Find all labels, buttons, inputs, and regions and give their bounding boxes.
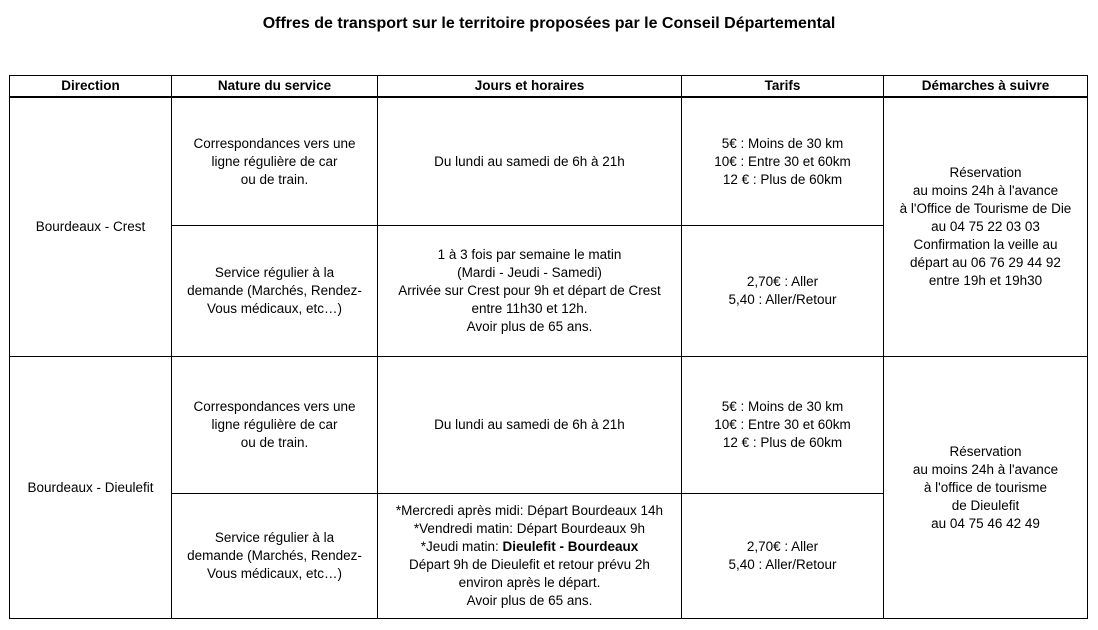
page-title: Offres de transport sur le territoire proposées par le Conseil Départemental — [262, 15, 836, 32]
table-row — [10, 97, 1088, 226]
header-direction: Direction — [10, 76, 172, 98]
jours-cell: Du lundi au samedi de 6h à 21h — [378, 357, 682, 494]
demarches-cell: Réservation au moins 24h à l'avance à l'Office de Tourisme de Die au 04 75 22 03 03 Confirmation la veille au départ au 06 76 29 44 92 entre 19h et 19h30 — [884, 97, 1088, 357]
nature-cell: Service régulier à la demande (Marchés, Rendez- Vous médicaux, etc…) — [172, 226, 378, 357]
table-header-row — [10, 76, 1088, 98]
header-jours: Jours et horaires — [378, 76, 682, 98]
demarches-cell: Réservation au moins 24h à l'avance à l'office de tourisme de Dieulefit au 04 75 46 42 49 — [884, 357, 1088, 619]
nature-cell: Service régulier à la demande (Marchés, Rendez- Vous médicaux, etc…) — [172, 494, 378, 619]
jours-cell: Du lundi au samedi de 6h à 21h — [378, 97, 682, 226]
jours-bold-line: *Jeudi matin: Dieulefit - Bourdeaux — [420, 539, 639, 554]
tarifs-cell: 2,70€ : Aller 5,40 : Aller/Retour — [682, 226, 884, 357]
tarifs-cell: 5€ : Moins de 30 km 10€ : Entre 30 et 60km 12 € : Plus de 60km — [682, 357, 884, 494]
direction-cell: Bourdeaux - Dieulefit — [10, 357, 172, 619]
header-demarches: Démarches à suivre — [884, 76, 1088, 98]
tarifs-cell: 5€ : Moins de 30 km 10€ : Entre 30 et 60km 12 € : Plus de 60km — [682, 97, 884, 226]
direction-cell: Bourdeaux - Crest — [10, 97, 172, 357]
transport-table — [9, 75, 1088, 619]
tarifs-cell: 2,70€ : Aller 5,40 : Aller/Retour — [682, 494, 884, 619]
nature-cell: Correspondances vers une ligne régulière de car ou de train. — [172, 97, 378, 226]
jours-cell: 1 à 3 fois par semaine le matin (Mardi - Jeudi - Samedi) Arrivée sur Crest pour 9h et départ de Crest entre 11h30 et 12h. Avoir plus de 65 ans. — [378, 226, 682, 357]
jours-cell: *Mercredi après midi: Départ Bourdeaux 14h *Vendredi matin: Départ Bourdeaux 9h *Jeudi matin: Dieulefit - Bourdeaux Départ 9h de Dieulefit et retour prévu 2h environ après le départ. Avoir plus de 65 ans. — [378, 494, 682, 619]
table-row — [10, 357, 1088, 494]
nature-cell: Correspondances vers une ligne régulière de car ou de train. — [172, 357, 378, 494]
header-nature: Nature du service — [172, 76, 378, 98]
header-tarifs: Tarifs — [682, 76, 884, 98]
